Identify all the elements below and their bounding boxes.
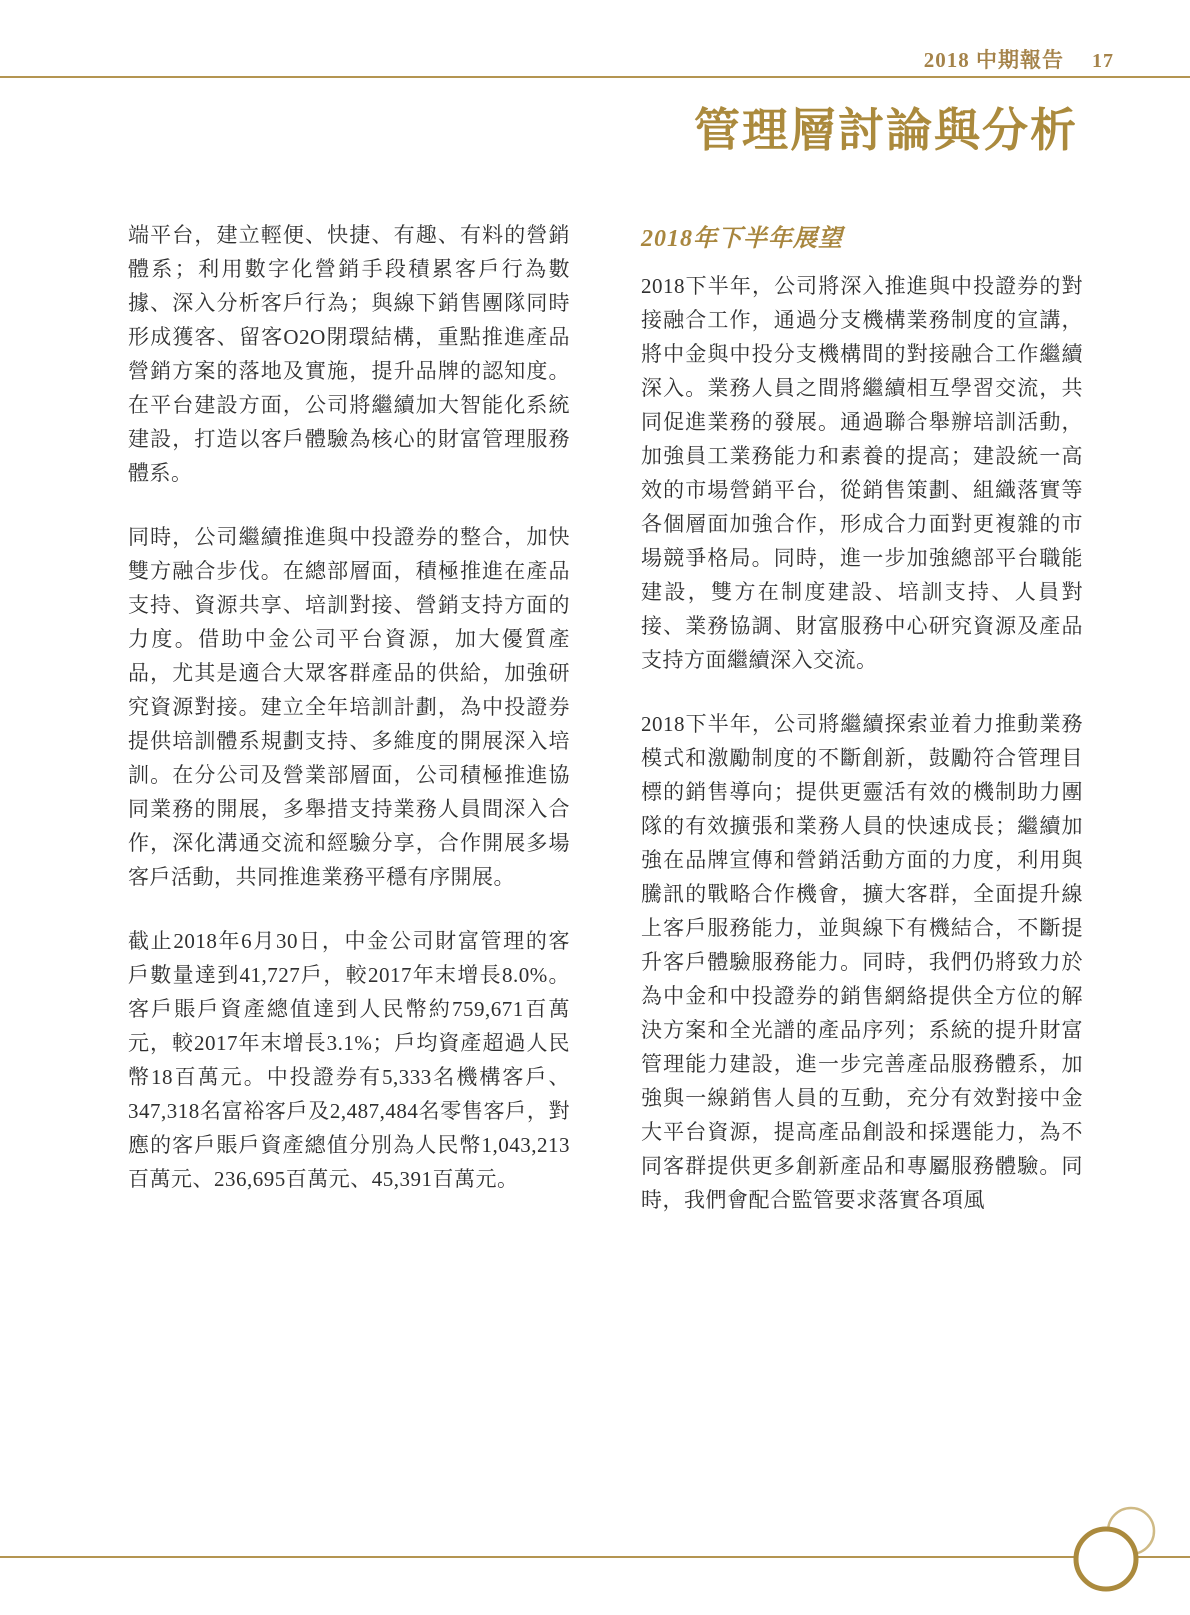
paragraph: 截止2018年6月30日，中金公司財富管理的客戶數量達到41,727戶，較2017年末增長8.0%。客戶賬戶資產總值達到人民幣約759,671百萬元，較2017年末增長3.1%；戶均資產超過人民幣18百萬元。中投證券有5,333名機構客戶、347,318名富裕客戶及2,487,484名零售客戶，對應的客戶賬戶資產總值分別為人民幣1,043,213百萬元、236,695百萬元、45,391百萬元。 [128, 929, 570, 1191]
paragraph: 2018下半年，公司將繼續探索並着力推動業務模式和激勵制度的不斷創新，鼓勵符合管理目標的銷售導向；提供更靈活有效的機制助力團隊的有效擴張和業務人員的快速成長；繼續加強在品牌宣傳和營銷活動方面的力度，利用與騰訊的戰略合作機會，擴大客群，全面提升線上客戶服務能力，並與線下有機結合，不斷提升客戶體驗服務能力。同時，我們仍將致力於為中金和中投證券的銷售網絡提供全方位的解決方案和全光譜的產品序列；系統的提升財富管理能力建設，進一步完善產品服務體系，加強與一線銷售人員的互動，充分有效對接中金大平台資源，提高產品創設和採選能力，為不同客群提供更多創新產品和專屬服務體驗。同時，我們會配合監管要求落實各項風 [641, 712, 1083, 1212]
paragraph: 2018下半年，公司將深入推進與中投證券的對接融合工作，通過分支機構業務制度的宣講，將中金與中投分支機構間的對接融合工作繼續深入。業務人員之間將繼續相互學習交流，共同促進業務的發展。通過聯合舉辦培訓活動，加強員工業務能力和素養的提高；建設統一高效的市場營銷平台，從銷售策劃、組織落實等各個層面加強合作，形成合力面對更複雜的市場競爭格局。同時，進一步加強總部平台職能建設，雙方在制度建設、培訓支持、人員對接、業務協調、財富服務中心研究資源及產品支持方面繼續深入交流。 [641, 274, 1083, 672]
large-ring-icon [1076, 1529, 1136, 1589]
right-column [641, 218, 1083, 1247]
page-header [924, 44, 1114, 74]
section-heading-outlook: 2018年下半年展望 [641, 226, 843, 252]
footer-decoration [0, 1470, 1190, 1615]
left-column [128, 218, 570, 1247]
body-columns [128, 218, 1083, 1247]
header-divider [0, 76, 1190, 78]
page-title: 管理層討論與分析 [694, 105, 1078, 156]
paragraph: 同時，公司繼續推進與中投證券的整合，加快雙方融合步伐。在總部層面，積極推進在產品支持、資源共享、培訓對接、營銷支持方面的力度。借助中金公司平台資源，加大優質產品，尤其是適合大眾客群產品的供給，加強研究資源對接。建立全年培訓計劃，為中投證券提供培訓體系規劃支持、多維度的開展深入培訓。在分公司及營業部層面，公司積極推進協同業務的開展，多舉措支持業務人員間深入合作，深化溝通交流和經驗分享，合作開展多場客戶活動，共同推進業務平穩有序開展。 [128, 525, 570, 889]
report-title: 2018 中期報告 [923, 48, 1064, 72]
paragraph: 端平台，建立輕便、快捷、有趣、有料的營銷體系；利用數字化營銷手段積累客戶行為數據、深入分析客戶行為；與線下銷售團隊同時形成獲客、留客O2O閉環結構，重點推進產品營銷方案的落地及實施，提升品牌的認知度。在平台建設方面，公司將繼續加大智能化系統建設，打造以客戶體驗為核心的財富管理服務體系。 [128, 223, 570, 485]
page-number: 17 [1092, 50, 1114, 72]
